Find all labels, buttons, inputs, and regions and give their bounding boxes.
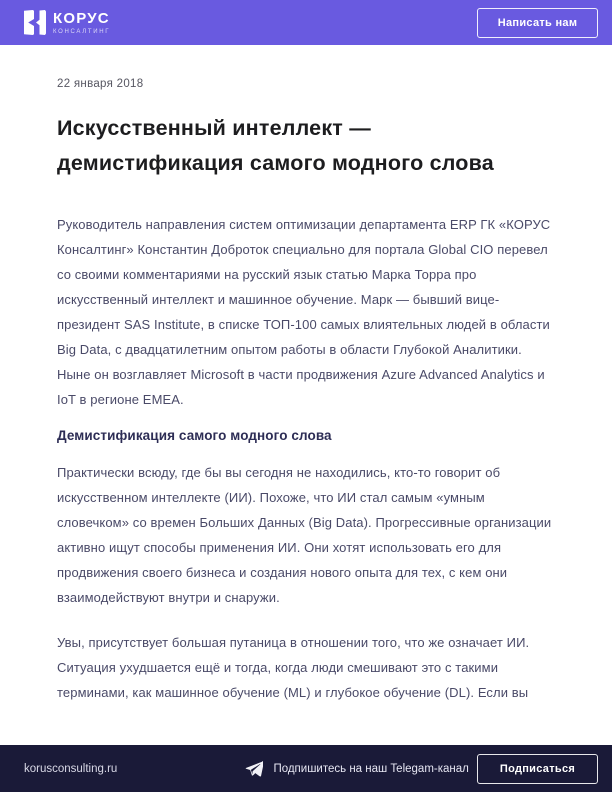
logo-title: КОРУС <box>53 9 110 27</box>
article-title: Искусственный интеллект — демистификация самого модного слова <box>57 116 494 175</box>
korus-logo-icon <box>24 10 46 35</box>
article-paragraph: Практически всюду, где бы вы сегодня не находились, кто-то говорит об искусственном интеллекте (ИИ). Похоже, что ИИ стал самым «умным словечком» со времен Больших Данных (Big Data). Прогрессивные организации активно ищут способы применения ИИ. Они хотят использовать его для продвижения своего бизнеса и создания нового опыта для тех, с кем они взаимодействуют внутри и снаружи. <box>57 465 552 605</box>
telegram-prompt-text: Подпишитесь на наш Telegam-канал <box>273 762 469 775</box>
article-date: 22 января 2018 <box>57 78 144 90</box>
telegram-icon <box>245 760 263 778</box>
site-header <box>0 0 612 45</box>
article-paragraph: Увы, присутствует большая путаница в отношении того, что же означает ИИ. Ситуация ухудшается ещё и тогда, когда люди смешивают это с такими терминами, как машинное обучение (ML) и глубокое обучение (DL). Если вы <box>57 635 530 700</box>
contact-us-button[interactable]: Написать нам <box>477 8 598 38</box>
article-lead-paragraph: Руководитель направления систем оптимизации департамента ERP ГК «КОРУС Консалтинг» Константин Доброток специально для портала Global CIO перевел со своими комментариями на русский язык статью Марка Торра про искусственный интеллект и машинное обучение. Марк — бывший вице-президент SAS Institute, в списке ТОП-100 самых влиятельных людей в области Big Data, с двадцатилетним опытом работы в области Глубокой Аналитики. Ныне он возглавляет Microsoft в части продвижения Azure Advanced Analytics и IoT в регионе EMEA. <box>57 217 551 407</box>
logo-subtitle: КОНСАЛТИНГ <box>53 28 111 35</box>
subscribe-button[interactable]: Подписаться <box>477 754 598 784</box>
korus-logo[interactable] <box>24 10 110 35</box>
site-footer <box>0 745 612 792</box>
article-subheading: Демистификация самого модного слова <box>57 428 332 443</box>
site-url-link[interactable]: korusconsulting.ru <box>24 762 118 775</box>
telegram-subscribe-link[interactable] <box>245 760 468 778</box>
